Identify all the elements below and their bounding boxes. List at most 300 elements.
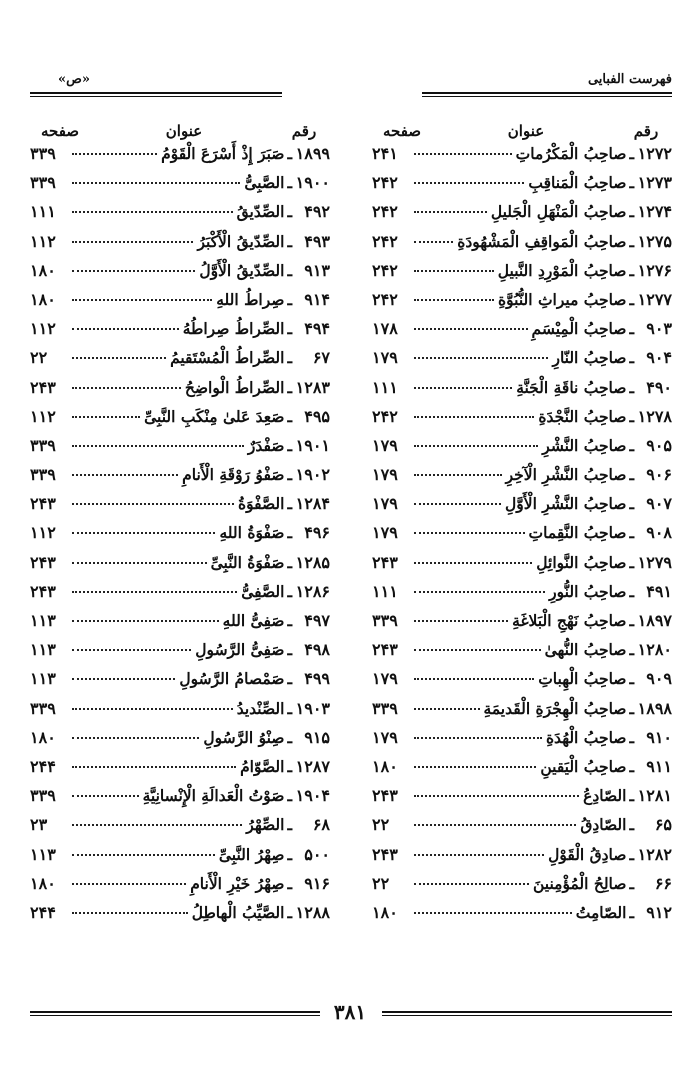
entry-number: ۱۲۸۳ — [295, 377, 330, 397]
dot-leader — [72, 299, 212, 301]
dot-leader — [414, 883, 529, 885]
entry-dash: ـ — [287, 406, 292, 426]
entry-number: ۹۱۰ — [646, 727, 672, 747]
index-entry — [30, 407, 330, 436]
dot-leader — [72, 153, 157, 155]
entry-title: صَفِیُّ الرَّسُولِ — [195, 640, 285, 660]
dot-leader — [72, 182, 240, 184]
dot-leader — [72, 883, 186, 885]
entry-page: ۳۳۹ — [30, 173, 56, 193]
entry-dash: ـ — [629, 873, 634, 893]
dot-leader — [414, 474, 502, 476]
index-entry — [30, 874, 330, 903]
column-header-page: صفحه — [382, 122, 422, 140]
entry-dash: ـ — [287, 144, 292, 163]
index-entry — [30, 815, 330, 844]
entry-page: ۱۸۰ — [30, 873, 56, 893]
entry-dash: ـ — [629, 698, 634, 718]
entry-title: صاحِبُ الْمَناقِبِ — [528, 173, 627, 193]
dot-leader — [72, 766, 236, 768]
entry-number: ۶۷ — [312, 348, 330, 368]
entry-dash: ـ — [287, 319, 292, 339]
entry-number: ۱۲۷۹ — [637, 552, 672, 572]
index-entry — [372, 611, 672, 640]
entry-title: صاحِبُ میراثِ النُّبُوَّةِ — [498, 289, 627, 309]
index-entry — [372, 640, 672, 669]
dot-leader — [72, 737, 199, 739]
entry-page: ۱۷۹ — [372, 523, 398, 543]
index-entry — [30, 261, 330, 290]
entry-dash: ـ — [287, 231, 292, 251]
entry-number: ۴۹۵ — [304, 406, 330, 426]
entry-number: ۱۸۹۷ — [637, 611, 672, 630]
entry-number: ۱۲۸۴ — [295, 494, 330, 514]
entry-page: ۲۴۳ — [372, 786, 398, 806]
dot-leader — [72, 620, 219, 622]
dot-leader — [414, 153, 512, 155]
entry-page: ۳۳۹ — [30, 144, 56, 163]
index-entry — [372, 407, 672, 436]
index-entry — [372, 494, 672, 523]
entry-dash: ـ — [629, 202, 634, 222]
entry-number: ۱۹۰۰ — [295, 173, 330, 193]
dot-leader — [72, 912, 188, 914]
entry-title: الصِّراطُ الْواضِحُ — [184, 377, 285, 397]
entry-number: ۶۸ — [312, 815, 330, 835]
dot-leader — [414, 387, 512, 389]
index-column-right — [372, 118, 672, 932]
entry-title: صاحِبُ النَّشْرِ — [542, 435, 627, 455]
index-entry — [30, 378, 330, 407]
entry-dash: ـ — [287, 173, 292, 193]
entry-title: صَفْوَةُ اللهِ — [219, 523, 285, 543]
entry-title: صالِحُ الْمُؤْمِنینَ — [532, 873, 627, 893]
entry-page: ۲۴۳ — [372, 844, 398, 864]
index-entry — [30, 173, 330, 202]
dot-leader — [72, 211, 233, 213]
index-entry — [372, 319, 672, 348]
index-entry — [372, 903, 672, 932]
index-entry — [30, 436, 330, 465]
entry-number: ۹۰۸ — [646, 523, 672, 543]
entry-dash: ـ — [287, 202, 292, 222]
index-entry — [30, 757, 330, 786]
entry-dash: ـ — [629, 406, 634, 426]
column-header — [30, 118, 330, 144]
entry-page: ۲۴۲ — [372, 202, 398, 222]
entry-number: ۱۲۷۷ — [637, 289, 672, 309]
entry-dash: ـ — [629, 756, 634, 776]
dot-leader — [414, 445, 538, 447]
index-entry — [30, 494, 330, 523]
dot-leader — [72, 824, 242, 826]
entry-number: ۱۲۸۸ — [295, 902, 330, 922]
dot-leader — [72, 387, 181, 389]
entry-dash: ـ — [287, 698, 292, 718]
column-header-number: رقم — [633, 122, 659, 140]
entry-dash: ـ — [629, 581, 634, 601]
entry-title: صاحِبُ النَّجْدَةِ — [538, 406, 627, 426]
footer-rule-left — [30, 1011, 320, 1016]
entry-page: ۲۲ — [372, 815, 390, 835]
index-entry — [372, 144, 672, 173]
dot-leader — [414, 649, 541, 651]
entry-title: الصَّفِیُّ — [241, 581, 285, 601]
entry-title: صاحِبُ الْمَکْرُماتِ — [515, 144, 627, 163]
entry-dash: ـ — [629, 144, 634, 163]
entry-title: الصِّدّیقُ — [236, 202, 285, 222]
entry-number: ۹۱۲ — [646, 902, 672, 922]
index-entry — [30, 640, 330, 669]
dot-leader — [72, 357, 166, 359]
dot-leader — [414, 211, 487, 213]
entry-dash: ـ — [287, 902, 292, 922]
index-entry — [30, 845, 330, 874]
dot-leader — [414, 328, 528, 330]
dot-leader — [72, 416, 140, 418]
entry-page: ۱۷۹ — [372, 348, 398, 368]
entry-dash: ـ — [629, 289, 634, 309]
entry-number: ۴۹۳ — [304, 231, 330, 251]
entry-dash: ـ — [287, 786, 292, 806]
entry-page: ۳۳۹ — [30, 698, 56, 718]
entry-dash: ـ — [287, 523, 292, 543]
entry-title: صاحِبُ الْمَنْهَلِ الْجَلیلِ — [490, 202, 627, 222]
entry-page: ۲۴۳ — [30, 581, 56, 601]
index-entry — [372, 699, 672, 728]
entry-title: صِهْرُ خَیْرِ الْأَنامِ — [190, 873, 285, 893]
entry-title: صاحِبُ النَّوائِلِ — [536, 552, 627, 572]
dot-leader — [414, 416, 534, 418]
dot-leader — [414, 591, 545, 593]
dot-leader — [414, 795, 579, 797]
dot-leader — [72, 795, 139, 797]
entry-page: ۱۱۳ — [30, 611, 56, 630]
entry-dash: ـ — [629, 902, 634, 922]
index-entry — [30, 202, 330, 231]
index-entry — [372, 523, 672, 552]
dot-leader — [72, 678, 175, 680]
entry-title: صاحِبُ النَّشْرِ الْآخِرِ — [505, 465, 627, 485]
entry-page: ۱۷۹ — [372, 727, 398, 747]
entry-title: الصِّدّیقُ الْأَوَّلُ — [199, 260, 285, 280]
entry-title: صِهْرُ النَّبِیِّ — [218, 844, 285, 864]
entry-number: ۱۸۹۸ — [637, 698, 672, 718]
entry-dash: ـ — [629, 727, 634, 747]
entry-page: ۱۱۳ — [30, 669, 56, 689]
entry-page: ۱۱۱ — [372, 377, 398, 397]
entry-number: ۱۲۷۸ — [637, 406, 672, 426]
entry-title: الصَّوّامُ — [240, 756, 285, 776]
dot-leader — [414, 824, 576, 826]
entry-number: ۹۱۵ — [304, 727, 330, 747]
dot-leader — [414, 182, 524, 184]
entry-number: ۱۲۸۵ — [295, 552, 330, 572]
entry-title: صَبَرَ إِذْ أَسْرَعَ الْقَوْمُ — [161, 144, 285, 163]
column-header-number: رقم — [291, 122, 317, 140]
entry-dash: ـ — [629, 523, 634, 543]
dot-leader — [414, 503, 501, 505]
entry-number: ۱۹۰۴ — [295, 786, 330, 806]
dot-leader — [72, 328, 179, 330]
entry-page: ۲۴۳ — [30, 494, 56, 514]
entry-number: ۱۹۰۳ — [295, 698, 330, 718]
entry-number: ۱۲۷۴ — [637, 202, 672, 222]
entry-dash: ـ — [629, 319, 634, 339]
dot-leader — [414, 299, 494, 301]
index-entry — [372, 436, 672, 465]
dot-leader — [414, 532, 525, 534]
entry-page: ۲۴۲ — [372, 231, 398, 251]
entry-dash: ـ — [629, 494, 634, 514]
entry-title: صاحِبُ النَّشْرِ الْأَوَّلِ — [504, 494, 627, 514]
index-entry — [372, 378, 672, 407]
entry-page: ۲۴۲ — [372, 173, 398, 193]
column-header-title: عنوان — [165, 122, 203, 140]
index-entry — [372, 669, 672, 698]
section-label: «ص» — [58, 72, 90, 87]
dot-leader — [414, 241, 453, 243]
dot-leader — [414, 270, 494, 272]
index-entry — [30, 553, 330, 582]
index-entry — [30, 903, 330, 932]
entry-title: صِنْوُ الرَّسُولِ — [203, 727, 285, 747]
entry-dash: ـ — [287, 844, 292, 864]
header-rule-left — [30, 92, 282, 97]
index-entry — [30, 144, 330, 173]
entry-number: ۶۶ — [654, 873, 672, 893]
dot-leader — [72, 562, 207, 564]
entry-dash: ـ — [287, 494, 292, 514]
entry-dash: ـ — [629, 669, 634, 689]
dot-leader — [414, 357, 548, 359]
index-entry — [30, 728, 330, 757]
entry-page: ۲۴۴ — [30, 756, 56, 776]
entry-number: ۹۱۱ — [646, 756, 672, 776]
entry-page: ۱۸۰ — [372, 902, 398, 922]
index-column-left — [30, 118, 330, 932]
entry-dash: ـ — [287, 669, 292, 689]
entry-number: ۱۲۸۲ — [637, 844, 672, 864]
entry-page: ۲۲ — [30, 348, 48, 368]
entry-dash: ـ — [629, 377, 634, 397]
entry-title: صاحِبُ الْهُدَةِ — [545, 727, 627, 747]
dot-leader — [414, 678, 534, 680]
entry-page: ۲۴۳ — [372, 640, 398, 660]
dot-leader — [72, 474, 178, 476]
dot-leader — [72, 503, 234, 505]
entry-page: ۱۱۲ — [30, 231, 56, 251]
entry-number: ۴۹۸ — [304, 640, 330, 660]
dot-leader — [414, 912, 572, 914]
entry-page: ۳۳۹ — [372, 698, 398, 718]
entry-number: ۴۹۷ — [304, 611, 330, 630]
entry-dash: ـ — [629, 435, 634, 455]
entry-page: ۳۳۹ — [30, 465, 56, 485]
index-entry — [30, 669, 330, 698]
entry-dash: ـ — [287, 435, 292, 455]
entry-number: ۹۰۹ — [646, 669, 672, 689]
entry-title: صاحِبُ الْمَوْرِدِ النَّبیلِ — [497, 260, 627, 280]
index-entry — [30, 786, 330, 815]
dot-leader — [72, 649, 191, 651]
entry-page: ۱۱۳ — [30, 844, 56, 864]
entry-page: ۲۴۳ — [30, 552, 56, 572]
index-entry — [372, 786, 672, 815]
entry-title: صادِقُ الْقَوْلِ — [548, 844, 627, 864]
column-header-title: عنوان — [507, 122, 545, 140]
dot-leader — [72, 854, 215, 856]
entry-title: صَفْدَرٌ — [247, 435, 285, 455]
column-header-page: صفحه — [40, 122, 80, 140]
index-entry — [372, 290, 672, 319]
dot-leader — [414, 708, 480, 710]
index-entry — [30, 611, 330, 640]
entry-number: ۱۲۸۱ — [637, 786, 672, 806]
entry-page: ۲۴۲ — [372, 260, 398, 280]
entry-page: ۱۸۰ — [30, 289, 56, 309]
entry-dash: ـ — [629, 348, 634, 368]
entry-number: ۴۹۴ — [304, 319, 330, 339]
entry-title: صاحِبُ الْیَقینِ — [540, 756, 627, 776]
entry-dash: ـ — [287, 348, 292, 368]
entry-page: ۲۴۲ — [372, 406, 398, 426]
page-number: ۳۸۱ — [333, 1000, 367, 1024]
entry-number: ۱۸۹۹ — [295, 144, 330, 163]
dot-leader — [72, 708, 233, 710]
entry-number: ۱۲۷۶ — [637, 260, 672, 280]
entry-page: ۱۷۹ — [372, 435, 398, 455]
index-entry — [30, 232, 330, 261]
dot-leader — [414, 562, 532, 564]
book-title: فهرست الفبایی — [587, 72, 672, 87]
entry-dash: ـ — [629, 640, 634, 660]
entry-number: ۵۰۰ — [304, 844, 330, 864]
entry-title: الصَّبِیُّ — [244, 173, 285, 193]
index-entry — [30, 699, 330, 728]
entry-number: ۱۲۷۳ — [637, 173, 672, 193]
entry-dash: ـ — [287, 815, 292, 835]
entry-dash: ـ — [287, 260, 292, 280]
entry-page: ۲۴۳ — [30, 377, 56, 397]
entry-title: صاحِبُ ناقَةِ الْجَنَّةِ — [516, 377, 627, 397]
entry-number: ۱۹۰۱ — [295, 435, 330, 455]
entry-title: الصَّیِّبُ الْهاطِلُ — [191, 902, 285, 922]
index-entry — [372, 874, 672, 903]
index-entry — [30, 348, 330, 377]
entry-number: ۹۰۴ — [646, 348, 672, 368]
index-entry — [372, 553, 672, 582]
dot-leader — [414, 854, 544, 856]
dot-leader — [72, 445, 244, 447]
entry-dash: ـ — [629, 173, 634, 193]
dot-leader — [72, 241, 193, 243]
entry-number: ۴۹۰ — [646, 377, 672, 397]
entry-title: الصّادِعُ — [583, 786, 627, 806]
entry-page: ۲۴۲ — [372, 289, 398, 309]
entry-dash: ـ — [287, 289, 292, 309]
entry-number: ۴۹۹ — [304, 669, 330, 689]
entry-dash: ـ — [629, 611, 634, 630]
column-header — [372, 118, 672, 144]
entry-page: ۱۸۰ — [372, 756, 398, 776]
index-entry — [372, 728, 672, 757]
entry-title: صاحِبُ النُّورِ — [549, 581, 627, 601]
index-entry — [372, 582, 672, 611]
entry-number: ۱۲۷۵ — [637, 231, 672, 251]
dot-leader — [72, 591, 237, 593]
entry-title: صَعِدَ عَلیٰ مِنْکَبِ النَّبِیِّ — [144, 406, 285, 426]
entry-dash: ـ — [629, 815, 634, 835]
index-entry — [30, 465, 330, 494]
entry-page: ۱۷۹ — [372, 465, 398, 485]
entry-page: ۱۸۰ — [30, 727, 56, 747]
entry-page: ۲۴۴ — [30, 902, 56, 922]
entry-number: ۱۲۸۶ — [295, 581, 330, 601]
entry-dash: ـ — [287, 756, 292, 776]
entry-title: صاحِبُ النُّهیٰ — [544, 640, 627, 660]
entry-number: ۹۱۶ — [304, 873, 330, 893]
index-entry — [30, 582, 330, 611]
entry-page: ۲۴۳ — [372, 552, 398, 572]
entry-title: صاحِبُ الْمِیْسَمِ — [531, 319, 627, 339]
index-entry — [372, 202, 672, 231]
entry-page: ۱۱۳ — [30, 640, 56, 660]
entry-title: الصّامِتُ — [575, 902, 627, 922]
entry-title: الصِّراطُ صِراطُهُ — [182, 319, 285, 339]
entry-title: الصِّهْرُ — [246, 815, 285, 835]
index-entry — [372, 465, 672, 494]
entry-page: ۱۱۲ — [30, 523, 56, 543]
header-rule-right — [422, 92, 672, 97]
entry-page: ۱۷۸ — [372, 319, 398, 339]
entry-dash: ـ — [287, 873, 292, 893]
dot-leader — [414, 766, 536, 768]
entry-title: الصِّراطُ الْمُسْتَقیمُ — [170, 348, 285, 368]
index-entry — [372, 845, 672, 874]
entry-page: ۱۷۹ — [372, 494, 398, 514]
entry-title: صَمْصامُ الرَّسُولِ — [179, 669, 285, 689]
entry-dash: ـ — [629, 844, 634, 864]
entry-title: صَفِیُّ اللهِ — [222, 611, 285, 630]
index-entry — [372, 261, 672, 290]
entry-title: الصّادِقُ — [580, 815, 627, 835]
entry-number: ۴۹۱ — [646, 581, 672, 601]
entry-dash: ـ — [287, 377, 292, 397]
entry-dash: ـ — [629, 231, 634, 251]
entry-number: ۴۹۲ — [304, 202, 330, 222]
entry-dash: ـ — [629, 786, 634, 806]
entry-title: صاحِبُ النّارِ — [552, 348, 627, 368]
entry-page: ۲۳ — [30, 815, 48, 835]
entry-dash: ـ — [287, 552, 292, 572]
entry-title: صَفْوُ رَوْقَةِ الْأَنامِ — [182, 465, 285, 485]
entry-title: صاحِبُ الْمَواقِفِ الْمَشْهُودَةِ — [457, 231, 627, 251]
entry-page: ۲۴۱ — [372, 144, 398, 163]
entry-number: ۱۹۰۲ — [295, 465, 330, 485]
index-entry — [372, 815, 672, 844]
entry-page: ۳۳۹ — [30, 435, 56, 455]
entry-page: ۱۱۲ — [30, 319, 56, 339]
entry-title: الصَّفْوَةُ — [238, 494, 285, 514]
entry-dash: ـ — [629, 552, 634, 572]
dot-leader — [414, 620, 508, 622]
entry-page: ۳۳۹ — [372, 611, 398, 630]
entry-dash: ـ — [629, 260, 634, 280]
entry-title: الصِّنْدیدُ — [236, 698, 285, 718]
entry-title: صاحِبُ النَّقِماتِ — [528, 523, 627, 543]
entry-page: ۱۱۱ — [372, 581, 398, 601]
